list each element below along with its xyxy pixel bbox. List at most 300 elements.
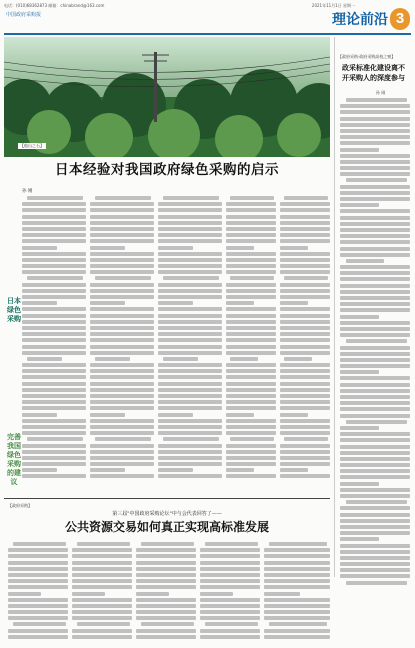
body-text-line (340, 117, 410, 121)
body-text-line (158, 406, 222, 410)
body-text-line (8, 604, 68, 608)
body-text-line (205, 542, 258, 546)
body-text-line (27, 276, 83, 280)
feature-column-4 (226, 196, 276, 486)
body-text-line (90, 351, 154, 355)
body-text-line (280, 227, 330, 231)
body-text-line (226, 450, 276, 454)
body-text-line (280, 406, 330, 410)
body-text-line (22, 332, 86, 336)
body-text-line (280, 363, 330, 367)
body-text-line (264, 573, 330, 577)
body-text-line (22, 252, 86, 256)
body-text-line (95, 357, 130, 361)
body-text-line (226, 425, 276, 429)
body-text-line (280, 474, 330, 478)
body-text-line (340, 308, 410, 312)
body-text-line (158, 301, 193, 305)
body-text-line (280, 283, 330, 287)
body-text-line (158, 258, 222, 262)
body-text-line (72, 629, 132, 633)
body-text-line (158, 363, 222, 367)
body-text-line (22, 431, 86, 435)
body-text-line (226, 474, 276, 478)
body-text-line (340, 395, 410, 399)
body-text-line (280, 301, 308, 305)
body-text-line (280, 419, 330, 423)
body-text-line (200, 579, 260, 583)
body-text-line (280, 258, 330, 262)
body-text-line (136, 567, 196, 571)
body-text-line (72, 616, 132, 620)
body-text-line (22, 239, 86, 243)
body-text-line (22, 363, 86, 367)
feature-photo (4, 37, 330, 157)
body-text-line (90, 283, 154, 287)
body-text-line (340, 197, 410, 201)
bottom-column-3 (136, 542, 196, 646)
body-text-line (340, 426, 379, 430)
feature-column-2 (90, 196, 154, 486)
body-text-line (136, 610, 196, 614)
body-text-line (8, 585, 68, 589)
body-text-line (280, 400, 330, 404)
body-text-line (226, 326, 276, 330)
body-text-line (264, 548, 330, 552)
body-text-line (280, 394, 330, 398)
body-text-line (340, 574, 410, 578)
body-text-line (264, 598, 330, 602)
body-text-line (22, 283, 86, 287)
body-text-line (280, 456, 330, 460)
feature-column-3 (158, 196, 222, 486)
body-text-line (90, 320, 154, 324)
body-text-line (340, 284, 410, 288)
body-text-line (340, 513, 410, 517)
body-text-line (226, 314, 276, 318)
body-text-line (90, 431, 154, 435)
body-text-line (200, 585, 260, 589)
body-text-line (340, 135, 410, 139)
body-text-line (22, 301, 57, 305)
body-text-line (340, 315, 379, 319)
body-text-line (22, 450, 86, 454)
body-text-line (136, 573, 196, 577)
section-divider (4, 498, 330, 499)
body-text-line (340, 364, 410, 368)
body-text-line (340, 148, 379, 152)
body-text-line (346, 259, 385, 263)
body-text-line (230, 357, 258, 361)
body-text-line (22, 246, 57, 250)
body-text-line (136, 548, 196, 552)
body-text-line (340, 401, 410, 405)
body-text-line (340, 253, 410, 257)
contact-info: 电话：(010)68362873 邮箱：chinabrand@163.com (4, 3, 105, 8)
body-text-line (340, 414, 410, 418)
body-text-line (226, 270, 276, 274)
body-text-line (136, 635, 196, 639)
body-text-line (264, 567, 330, 571)
body-text-line (226, 283, 276, 287)
body-text-line (226, 375, 276, 379)
body-text-line (22, 202, 86, 206)
body-text-line (22, 295, 86, 299)
body-text-line (22, 425, 86, 429)
feature-column-5 (280, 196, 330, 486)
body-text-line (22, 444, 86, 448)
body-text-line (280, 264, 330, 268)
body-text-line (226, 301, 254, 305)
body-text-line (158, 413, 193, 417)
body-text-line (158, 314, 222, 318)
body-text-line (90, 239, 154, 243)
body-text-line (136, 579, 196, 583)
body-text-line (340, 247, 410, 251)
body-text-line (280, 450, 330, 454)
body-text-line (340, 185, 410, 189)
body-text-line (8, 635, 68, 639)
body-text-line (340, 407, 410, 411)
body-text-line (90, 215, 154, 219)
body-text-line (340, 544, 410, 548)
body-text-line (200, 567, 260, 571)
body-text-line (27, 196, 83, 200)
body-text-line (158, 289, 222, 293)
body-text-line (280, 289, 330, 293)
body-text-line (226, 413, 254, 417)
body-text-line (280, 307, 330, 311)
body-text-line (346, 420, 408, 424)
body-text-line (158, 394, 222, 398)
body-text-line (226, 388, 276, 392)
body-text-line (158, 345, 222, 349)
body-text-line (158, 444, 222, 448)
body-text-line (340, 358, 410, 362)
body-text-line (340, 376, 410, 380)
body-text-line (90, 307, 154, 311)
body-text-line (90, 450, 154, 454)
body-text-line (158, 246, 193, 250)
body-text-line (77, 622, 130, 626)
body-text-line (284, 437, 328, 441)
body-text-line (340, 537, 379, 541)
body-text-line (226, 363, 276, 367)
feature-title: 日本经验对我国政府绿色采购的启示 (55, 162, 279, 178)
right-column-body (340, 98, 410, 588)
body-text-line (200, 561, 260, 565)
body-text-line (136, 629, 196, 633)
body-text-line (280, 326, 330, 330)
body-text-line (264, 610, 330, 614)
body-text-line (280, 462, 330, 466)
body-text-line (340, 129, 410, 133)
body-text-line (264, 579, 330, 583)
body-text-line (27, 437, 83, 441)
body-text-line (340, 352, 410, 356)
body-text-line (158, 388, 222, 392)
body-text-line (280, 270, 330, 274)
body-text-line (90, 289, 154, 293)
body-text-line (136, 561, 196, 565)
body-text-line (163, 357, 198, 361)
body-text-line (226, 444, 276, 448)
body-text-line (22, 264, 86, 268)
body-text-line (158, 338, 222, 342)
body-text-line (340, 475, 410, 479)
body-text-line (340, 531, 410, 535)
body-text-line (22, 215, 86, 219)
body-text-line (13, 542, 66, 546)
body-text-line (90, 301, 125, 305)
body-text-line (264, 635, 330, 639)
body-text-line (226, 202, 276, 206)
body-text-line (72, 592, 105, 596)
body-text-line (226, 221, 276, 225)
body-text-line (90, 208, 154, 212)
body-text-line (226, 258, 276, 262)
body-text-line (158, 351, 222, 355)
body-text-line (264, 604, 330, 608)
body-text-line (136, 592, 169, 596)
body-text-line (22, 388, 86, 392)
body-text-line (22, 258, 86, 262)
body-text-line (280, 338, 330, 342)
body-text-line (226, 252, 276, 256)
body-text-line (264, 561, 330, 565)
body-text-line (22, 289, 86, 293)
body-text-line (226, 369, 276, 373)
right-column-author: 孙 刚 (376, 90, 386, 95)
body-text-line (90, 363, 154, 367)
body-text-line (22, 208, 86, 212)
newspaper-logo: 中国政府采购报 (6, 12, 42, 18)
body-text-line (205, 622, 258, 626)
body-text-line (158, 419, 222, 423)
body-text-line (8, 592, 41, 596)
body-text-line (340, 482, 379, 486)
body-text-line (340, 203, 379, 207)
body-text-line (280, 320, 330, 324)
body-text-line (280, 239, 330, 243)
body-text-line (340, 271, 410, 275)
body-text-line (280, 252, 330, 256)
body-text-line (90, 382, 154, 386)
body-text-line (340, 216, 410, 220)
body-text-line (226, 400, 276, 404)
body-text-line (280, 314, 330, 318)
body-text-line (226, 338, 276, 342)
body-text-line (158, 307, 222, 311)
body-text-line (22, 307, 86, 311)
body-text-line (158, 326, 222, 330)
body-text-line (200, 610, 260, 614)
body-text-line (226, 456, 276, 460)
feature-author: 孙 刚 (22, 189, 33, 194)
body-text-line (264, 585, 330, 589)
body-text-line (158, 462, 222, 466)
body-text-line (90, 258, 154, 262)
body-text-line (90, 394, 154, 398)
body-text-line (158, 425, 222, 429)
body-text-line (90, 462, 154, 466)
body-text-line (8, 554, 68, 558)
body-text-line (158, 375, 222, 379)
body-text-line (22, 406, 86, 410)
body-text-line (340, 240, 410, 244)
right-column-tag: 【政府采购·政府采购高校之窗】 (338, 54, 396, 59)
body-text-line (230, 437, 274, 441)
body-text-line (72, 567, 132, 571)
body-text-line (163, 276, 219, 280)
bottom-column-4 (200, 542, 260, 646)
body-text-line (90, 326, 154, 330)
body-text-line (8, 629, 68, 633)
body-text-line (158, 320, 222, 324)
body-text-line (226, 295, 276, 299)
body-text-line (346, 500, 408, 504)
body-text-line (22, 233, 86, 237)
body-text-line (22, 320, 86, 324)
body-text-line (200, 616, 260, 620)
body-text-line (8, 616, 68, 620)
body-text-line (90, 468, 125, 472)
body-text-line (90, 425, 154, 429)
body-text-line (200, 573, 260, 577)
body-text-line (158, 221, 222, 225)
body-text-line (8, 561, 68, 565)
body-text-line (158, 468, 193, 472)
body-text-line (90, 332, 154, 336)
body-text-line (340, 438, 410, 442)
body-text-line (284, 196, 328, 200)
body-text-line (158, 202, 222, 206)
body-text-line (200, 604, 260, 608)
body-text-line (22, 338, 86, 342)
body-text-line (226, 208, 276, 212)
body-text-line (141, 622, 194, 626)
body-text-line (22, 394, 86, 398)
body-text-line (340, 290, 410, 294)
body-text-line (340, 568, 410, 572)
body-text-line (158, 239, 222, 243)
body-text-line (22, 221, 86, 225)
body-text-line (200, 548, 260, 552)
body-text-line (226, 320, 276, 324)
body-text-line (90, 369, 154, 373)
body-text-line (264, 629, 330, 633)
body-text-line (13, 622, 66, 626)
body-text-line (280, 233, 330, 237)
body-text-line (340, 172, 410, 176)
body-text-line (158, 474, 222, 478)
body-text-line (158, 295, 222, 299)
body-text-line (340, 277, 410, 281)
body-text-line (346, 339, 408, 343)
body-text-line (340, 346, 410, 350)
body-text-line (340, 383, 410, 387)
body-text-line (340, 519, 410, 523)
body-text-line (158, 450, 222, 454)
body-text-line (8, 573, 68, 577)
header-rule (4, 33, 411, 35)
body-text-line (226, 246, 254, 250)
body-text-line (340, 457, 410, 461)
body-text-line (340, 389, 410, 393)
body-text-line (163, 196, 219, 200)
body-text-line (90, 474, 154, 478)
body-text-line (226, 419, 276, 423)
body-text-line (340, 370, 379, 374)
body-text-line (200, 592, 233, 596)
body-text-line (340, 333, 410, 337)
body-text-line (90, 233, 154, 237)
body-text-line (90, 202, 154, 206)
body-text-line (90, 388, 154, 392)
body-text-line (136, 616, 196, 620)
body-text-line (163, 437, 219, 441)
body-text-line (95, 276, 151, 280)
body-text-line (158, 252, 222, 256)
body-text-line (280, 351, 330, 355)
body-text-line (158, 332, 222, 336)
body-text-line (340, 445, 410, 449)
body-text-line (200, 554, 260, 558)
body-text-line (280, 413, 308, 417)
body-text-line (22, 369, 86, 373)
body-text-line (90, 444, 154, 448)
body-text-line (8, 548, 68, 552)
body-text-line (90, 227, 154, 231)
body-text-line (90, 246, 125, 250)
body-text-line (340, 160, 410, 164)
body-text-line (90, 252, 154, 256)
body-text-line (90, 456, 154, 460)
body-text-line (340, 525, 410, 529)
side-label-japan: 日本绿色采购 (7, 296, 21, 323)
body-text-line (200, 598, 260, 602)
body-text-line (22, 314, 86, 318)
body-text-line (22, 413, 57, 417)
body-text-line (226, 382, 276, 386)
body-text-line (264, 592, 300, 596)
body-text-line (22, 474, 86, 478)
body-text-line (280, 295, 330, 299)
body-text-line (340, 166, 410, 170)
body-text-line (226, 233, 276, 237)
body-text-line (340, 506, 410, 510)
body-text-line (158, 283, 222, 287)
body-text-line (226, 239, 276, 243)
side-label-suggestions: 完善我国绿色采购的建议 (7, 432, 21, 486)
body-text-line (226, 227, 276, 231)
body-text-line (77, 542, 130, 546)
body-text-line (340, 104, 410, 108)
body-text-line (8, 567, 68, 571)
body-text-line (22, 345, 86, 349)
body-text-line (72, 554, 132, 558)
body-text-line (280, 444, 330, 448)
body-text-line (280, 431, 330, 435)
body-text-line (8, 598, 68, 602)
body-text-line (340, 296, 410, 300)
body-text-line (340, 463, 410, 467)
body-text-line (158, 270, 222, 274)
body-text-line (90, 375, 154, 379)
body-text-line (340, 154, 410, 158)
body-text-line (72, 573, 132, 577)
body-text-line (22, 326, 86, 330)
